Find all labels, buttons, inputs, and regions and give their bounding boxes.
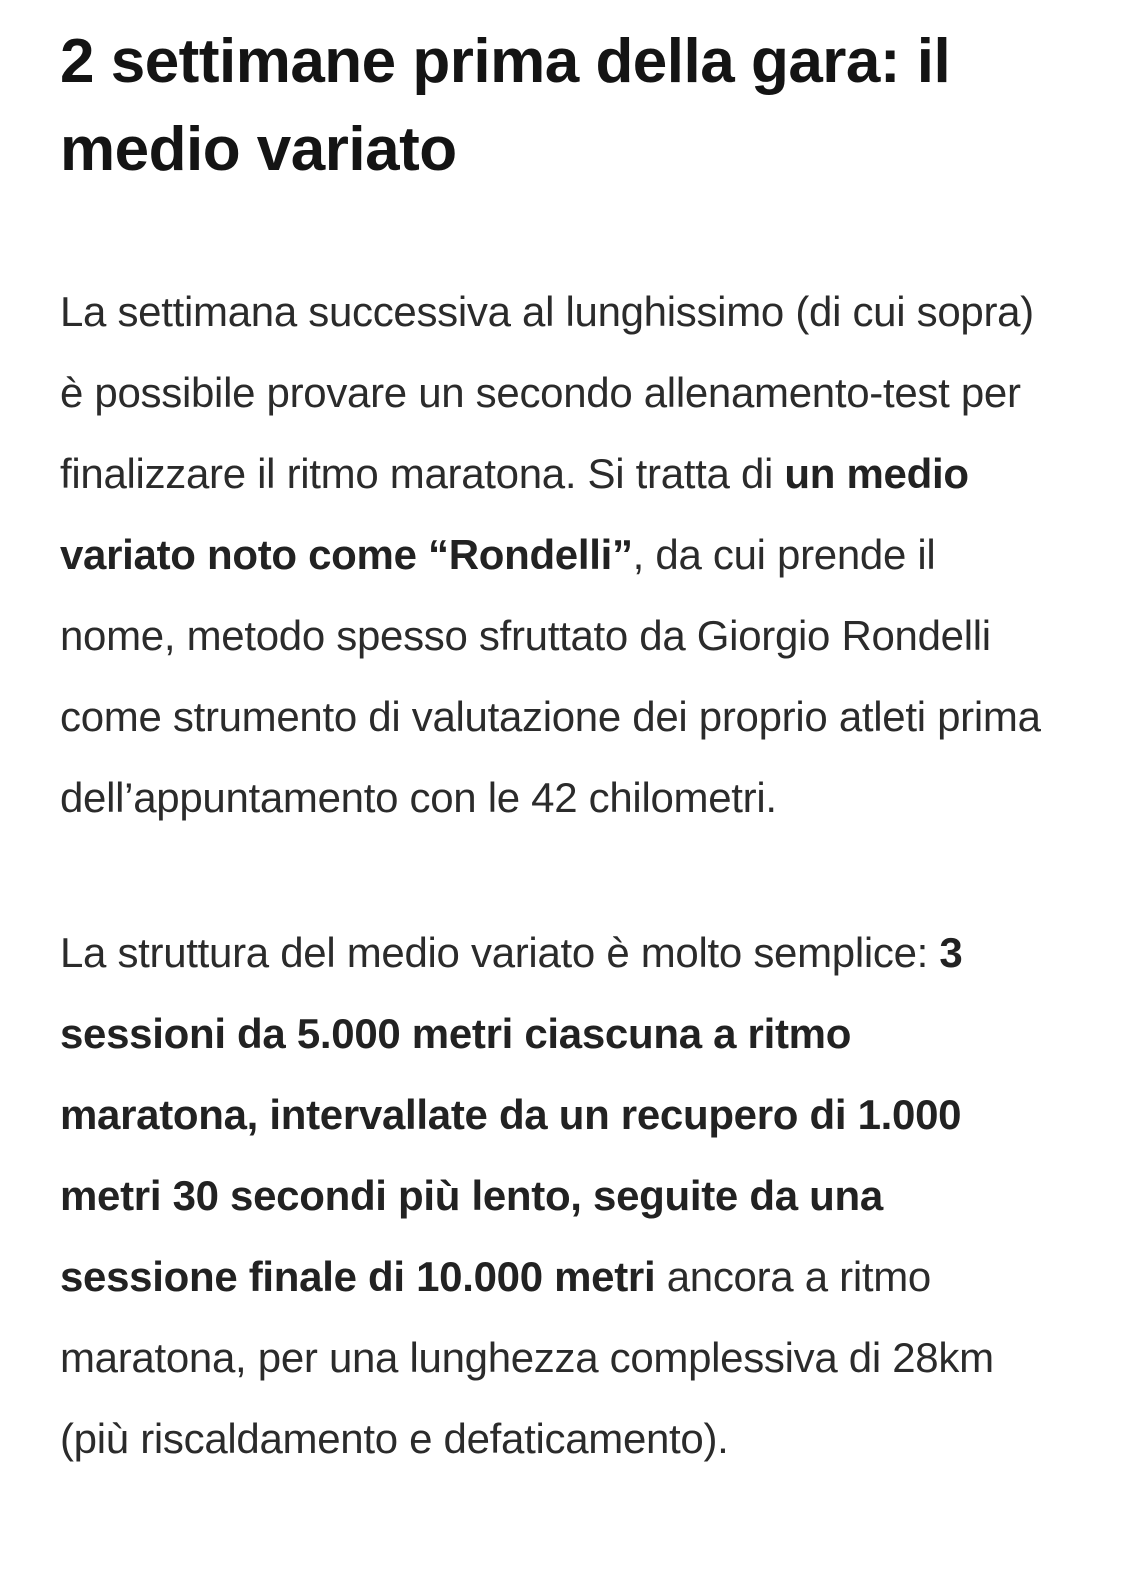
section-heading: 2 settimane prima della gara: il medio variato: [60, 27, 951, 184]
paragraph-workout-structure: [60, 912, 1060, 1479]
bold-highlight: un medio variato noto come “Rondelli”: [60, 450, 969, 578]
paragraph-rondelli-intro: [60, 271, 1060, 838]
bold-highlight: 3 sessioni da 5.000 metri ciascuna a ritmo maratona, intervallate da un recupero di 1.000 metri 30 secondi più lento, seguite da una sessione finale di 10.000 metri: [60, 929, 963, 1300]
paragraph-text: ancora a ritmo maratona, per una lunghezza complessiva di 28km (più riscaldamento e defaticamento).: [60, 1253, 994, 1462]
paragraph-text: La settimana successiva al lunghissimo (di cui sopra) è possibile provare un secondo allenamento-test per finalizzare il ritmo maratona. Si tratta di: [60, 288, 1034, 497]
paragraph-text: La struttura del medio variato è molto semplice:: [60, 929, 940, 976]
article-body: [60, 18, 1060, 1479]
paragraph-text: , da cui prende il nome, metodo spesso sfruttato da Giorgio Rondelli come strumento di valutazione dei proprio atleti prima dell’appuntamento con le 42 chilometri.: [60, 531, 1041, 821]
